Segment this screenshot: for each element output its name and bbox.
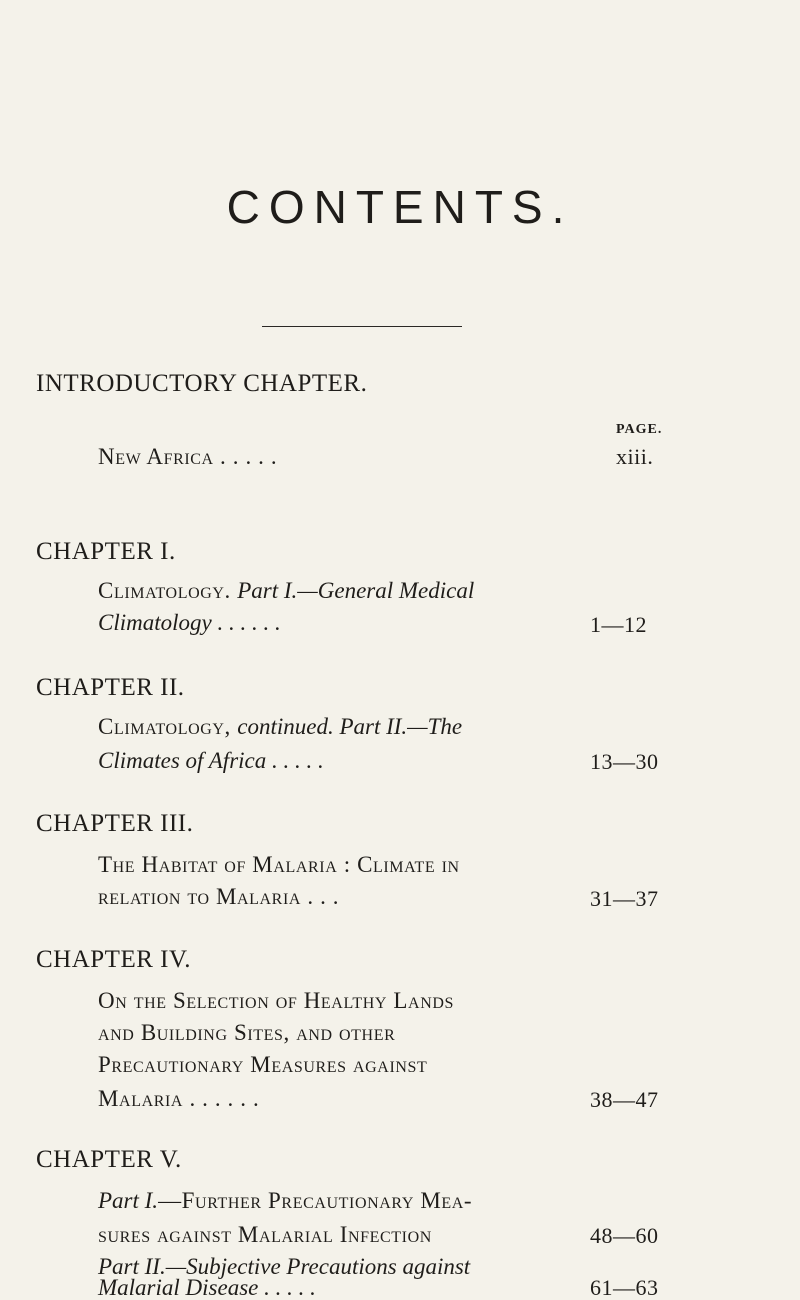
chapter-2-title-a: Climatology, xyxy=(98,714,231,739)
chapter-4-title-line-3: Precautionary Measures against xyxy=(98,1052,428,1077)
chapter-5-part-2-title: Part II.—Subjective Precautions against xyxy=(98,1254,471,1279)
chapter-1-title-line-1 xyxy=(98,578,588,604)
chapter-1-title-a: Climatology. xyxy=(98,578,231,603)
page-title: CONTENTS. xyxy=(226,181,574,233)
chapter-5-title-line-2: sures against Malarial Infection xyxy=(98,1222,432,1247)
chapter-2-title-b: continued. Part II.—The xyxy=(237,714,463,739)
chapter-2-title-line-1 xyxy=(98,714,588,740)
chapter-5-part-2-page: 61—63 xyxy=(590,1275,659,1300)
intro-heading: INTRODUCTORY CHAPTER. xyxy=(36,370,368,397)
chapter-5-part-1-title: —Further Precautionary Mea- xyxy=(158,1188,473,1213)
chapter-2-heading: CHAPTER II. xyxy=(36,674,185,701)
chapter-3-heading: CHAPTER III. xyxy=(36,810,194,837)
chapter-1-page: 1—12 xyxy=(590,612,647,637)
chapter-3-title-line-1: The Habitat of Malaria : Climate in xyxy=(98,852,460,877)
chapter-2-title-c: Climates of Africa . . . . . xyxy=(98,748,324,773)
title-rule xyxy=(262,326,462,327)
chapter-2-page: 13—30 xyxy=(590,749,659,774)
chapter-5-heading: CHAPTER V. xyxy=(36,1146,182,1173)
chapter-1-title-line-2 xyxy=(98,610,588,636)
chapter-2-title-line-2 xyxy=(98,748,588,774)
chapter-5-part-1-label: Part I. xyxy=(98,1188,159,1213)
chapter-1-heading: CHAPTER I. xyxy=(36,538,176,565)
chapter-4-page: 38—47 xyxy=(590,1087,659,1112)
chapter-5-title-line-4 xyxy=(98,1275,588,1300)
chapter-1-title-b: Part I.—General Medical xyxy=(237,578,475,603)
chapter-5-title-line-1 xyxy=(98,1188,588,1214)
chapter-3-page: 31—37 xyxy=(590,886,659,911)
chapter-4-heading: CHAPTER IV. xyxy=(36,946,192,973)
chapter-4-title-line-4: Malaria . . . . . . xyxy=(98,1086,260,1111)
chapter-5-part-1-page: 48—60 xyxy=(590,1223,659,1248)
chapter-4-title-line-1: On the Selection of Healthy Lands xyxy=(98,988,455,1013)
chapter-4-title-line-2: and Building Sites, and other xyxy=(98,1020,396,1045)
intro-entry: New Africa . . . . . xyxy=(98,444,278,469)
chapter-1-title-c: Climatology . . . . . . xyxy=(98,610,281,635)
chapter-3-title-line-2: relation to Malaria . . . xyxy=(98,884,340,909)
intro-page: xiii. xyxy=(616,444,654,469)
page-column-header: PAGE. xyxy=(616,422,663,437)
chapter-5-part-2-title-end: Malarial Disease . . . . . xyxy=(98,1275,316,1300)
